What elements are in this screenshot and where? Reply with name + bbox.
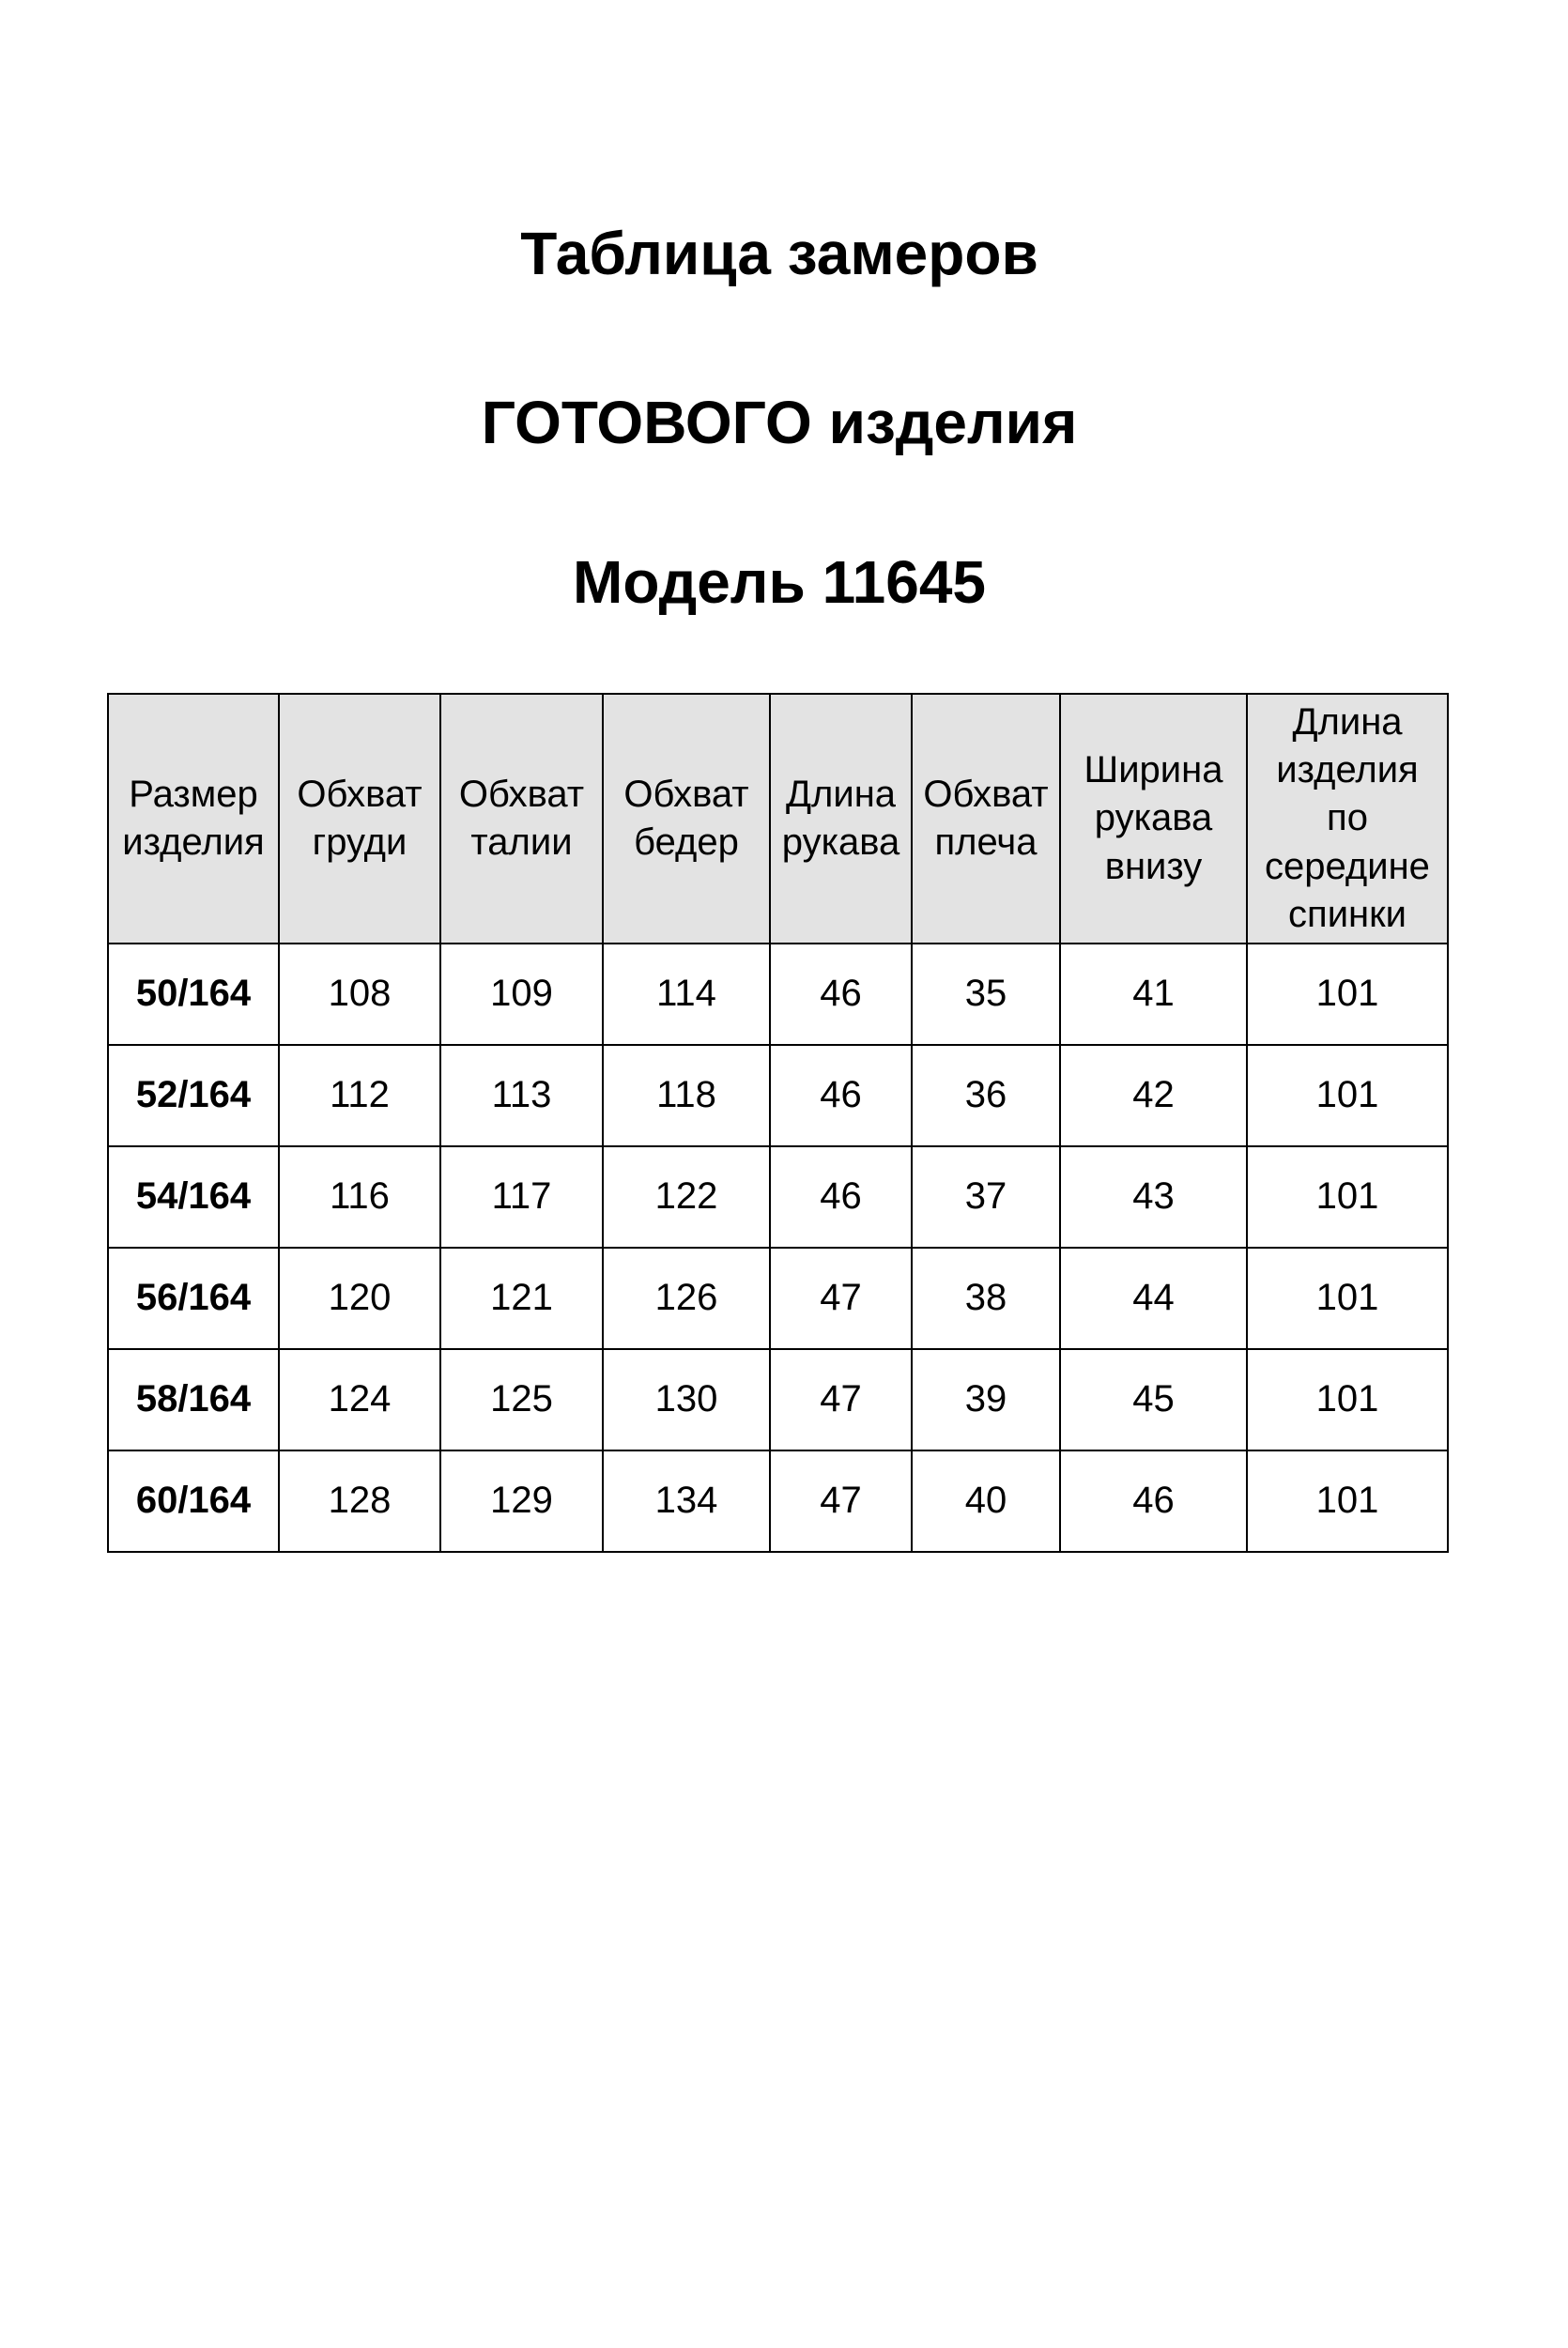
table-cell: 39 [912,1349,1060,1450]
column-header: Обхват груди [279,694,440,944]
table-row [108,1248,1448,1349]
table-row [108,1146,1448,1248]
table-cell: 121 [440,1248,603,1349]
table-cell: 113 [440,1045,603,1146]
table-cell: 109 [440,944,603,1045]
document-title-line-1: Таблица замеров [520,220,1038,287]
table-body [108,944,1448,1552]
document-title-line-3: Модель 11645 [573,548,986,616]
table-cell: 45 [1060,1349,1247,1450]
column-header: Размер изделия [108,694,279,944]
table-row [108,944,1448,1045]
column-header: Длина рукава [770,694,912,944]
table-cell: 46 [1060,1450,1247,1552]
table-cell: 122 [603,1146,770,1248]
table-cell: 101 [1247,1450,1448,1552]
size-cell: 54/164 [108,1146,279,1248]
table-cell: 120 [279,1248,440,1349]
column-header: Обхват плеча [912,694,1060,944]
table-cell: 112 [279,1045,440,1146]
table-cell: 47 [770,1248,912,1349]
table-cell: 101 [1247,944,1448,1045]
table-cell: 118 [603,1045,770,1146]
size-cell: 56/164 [108,1248,279,1349]
column-header: Ширина рукава внизу [1060,694,1247,944]
table-cell: 47 [770,1349,912,1450]
column-header: Обхват талии [440,694,603,944]
table-cell: 101 [1247,1349,1448,1450]
table-cell: 114 [603,944,770,1045]
table-cell: 36 [912,1045,1060,1146]
table-cell: 38 [912,1248,1060,1349]
table-cell: 35 [912,944,1060,1045]
table-cell: 116 [279,1146,440,1248]
table-cell: 37 [912,1146,1060,1248]
table-cell: 134 [603,1450,770,1552]
table-cell: 40 [912,1450,1060,1552]
table-cell: 124 [279,1349,440,1450]
table-cell: 46 [770,944,912,1045]
table-cell: 41 [1060,944,1247,1045]
column-header: Длина изделия по середине спинки [1247,694,1448,944]
table-cell: 46 [770,1146,912,1248]
size-cell: 52/164 [108,1045,279,1146]
table-cell: 101 [1247,1146,1448,1248]
size-cell: 58/164 [108,1349,279,1450]
table-cell: 47 [770,1450,912,1552]
table-cell: 44 [1060,1248,1247,1349]
table-cell: 101 [1247,1248,1448,1349]
table-cell: 108 [279,944,440,1045]
size-cell: 60/164 [108,1450,279,1552]
table-cell: 125 [440,1349,603,1450]
table-cell: 46 [770,1045,912,1146]
table-cell: 43 [1060,1146,1247,1248]
table-cell: 42 [1060,1045,1247,1146]
measurements-table [107,693,1449,1553]
table-row [108,1450,1448,1552]
table-cell: 126 [603,1248,770,1349]
document-title-line-2: ГОТОВОГО изделия [481,389,1078,456]
table-cell: 101 [1247,1045,1448,1146]
table-row [108,1349,1448,1450]
table-header-row [108,694,1448,944]
table-cell: 128 [279,1450,440,1552]
table-cell: 130 [603,1349,770,1450]
column-header: Обхват бедер [603,694,770,944]
table-cell: 117 [440,1146,603,1248]
table-row [108,1045,1448,1146]
size-cell: 50/164 [108,944,279,1045]
table-cell: 129 [440,1450,603,1552]
